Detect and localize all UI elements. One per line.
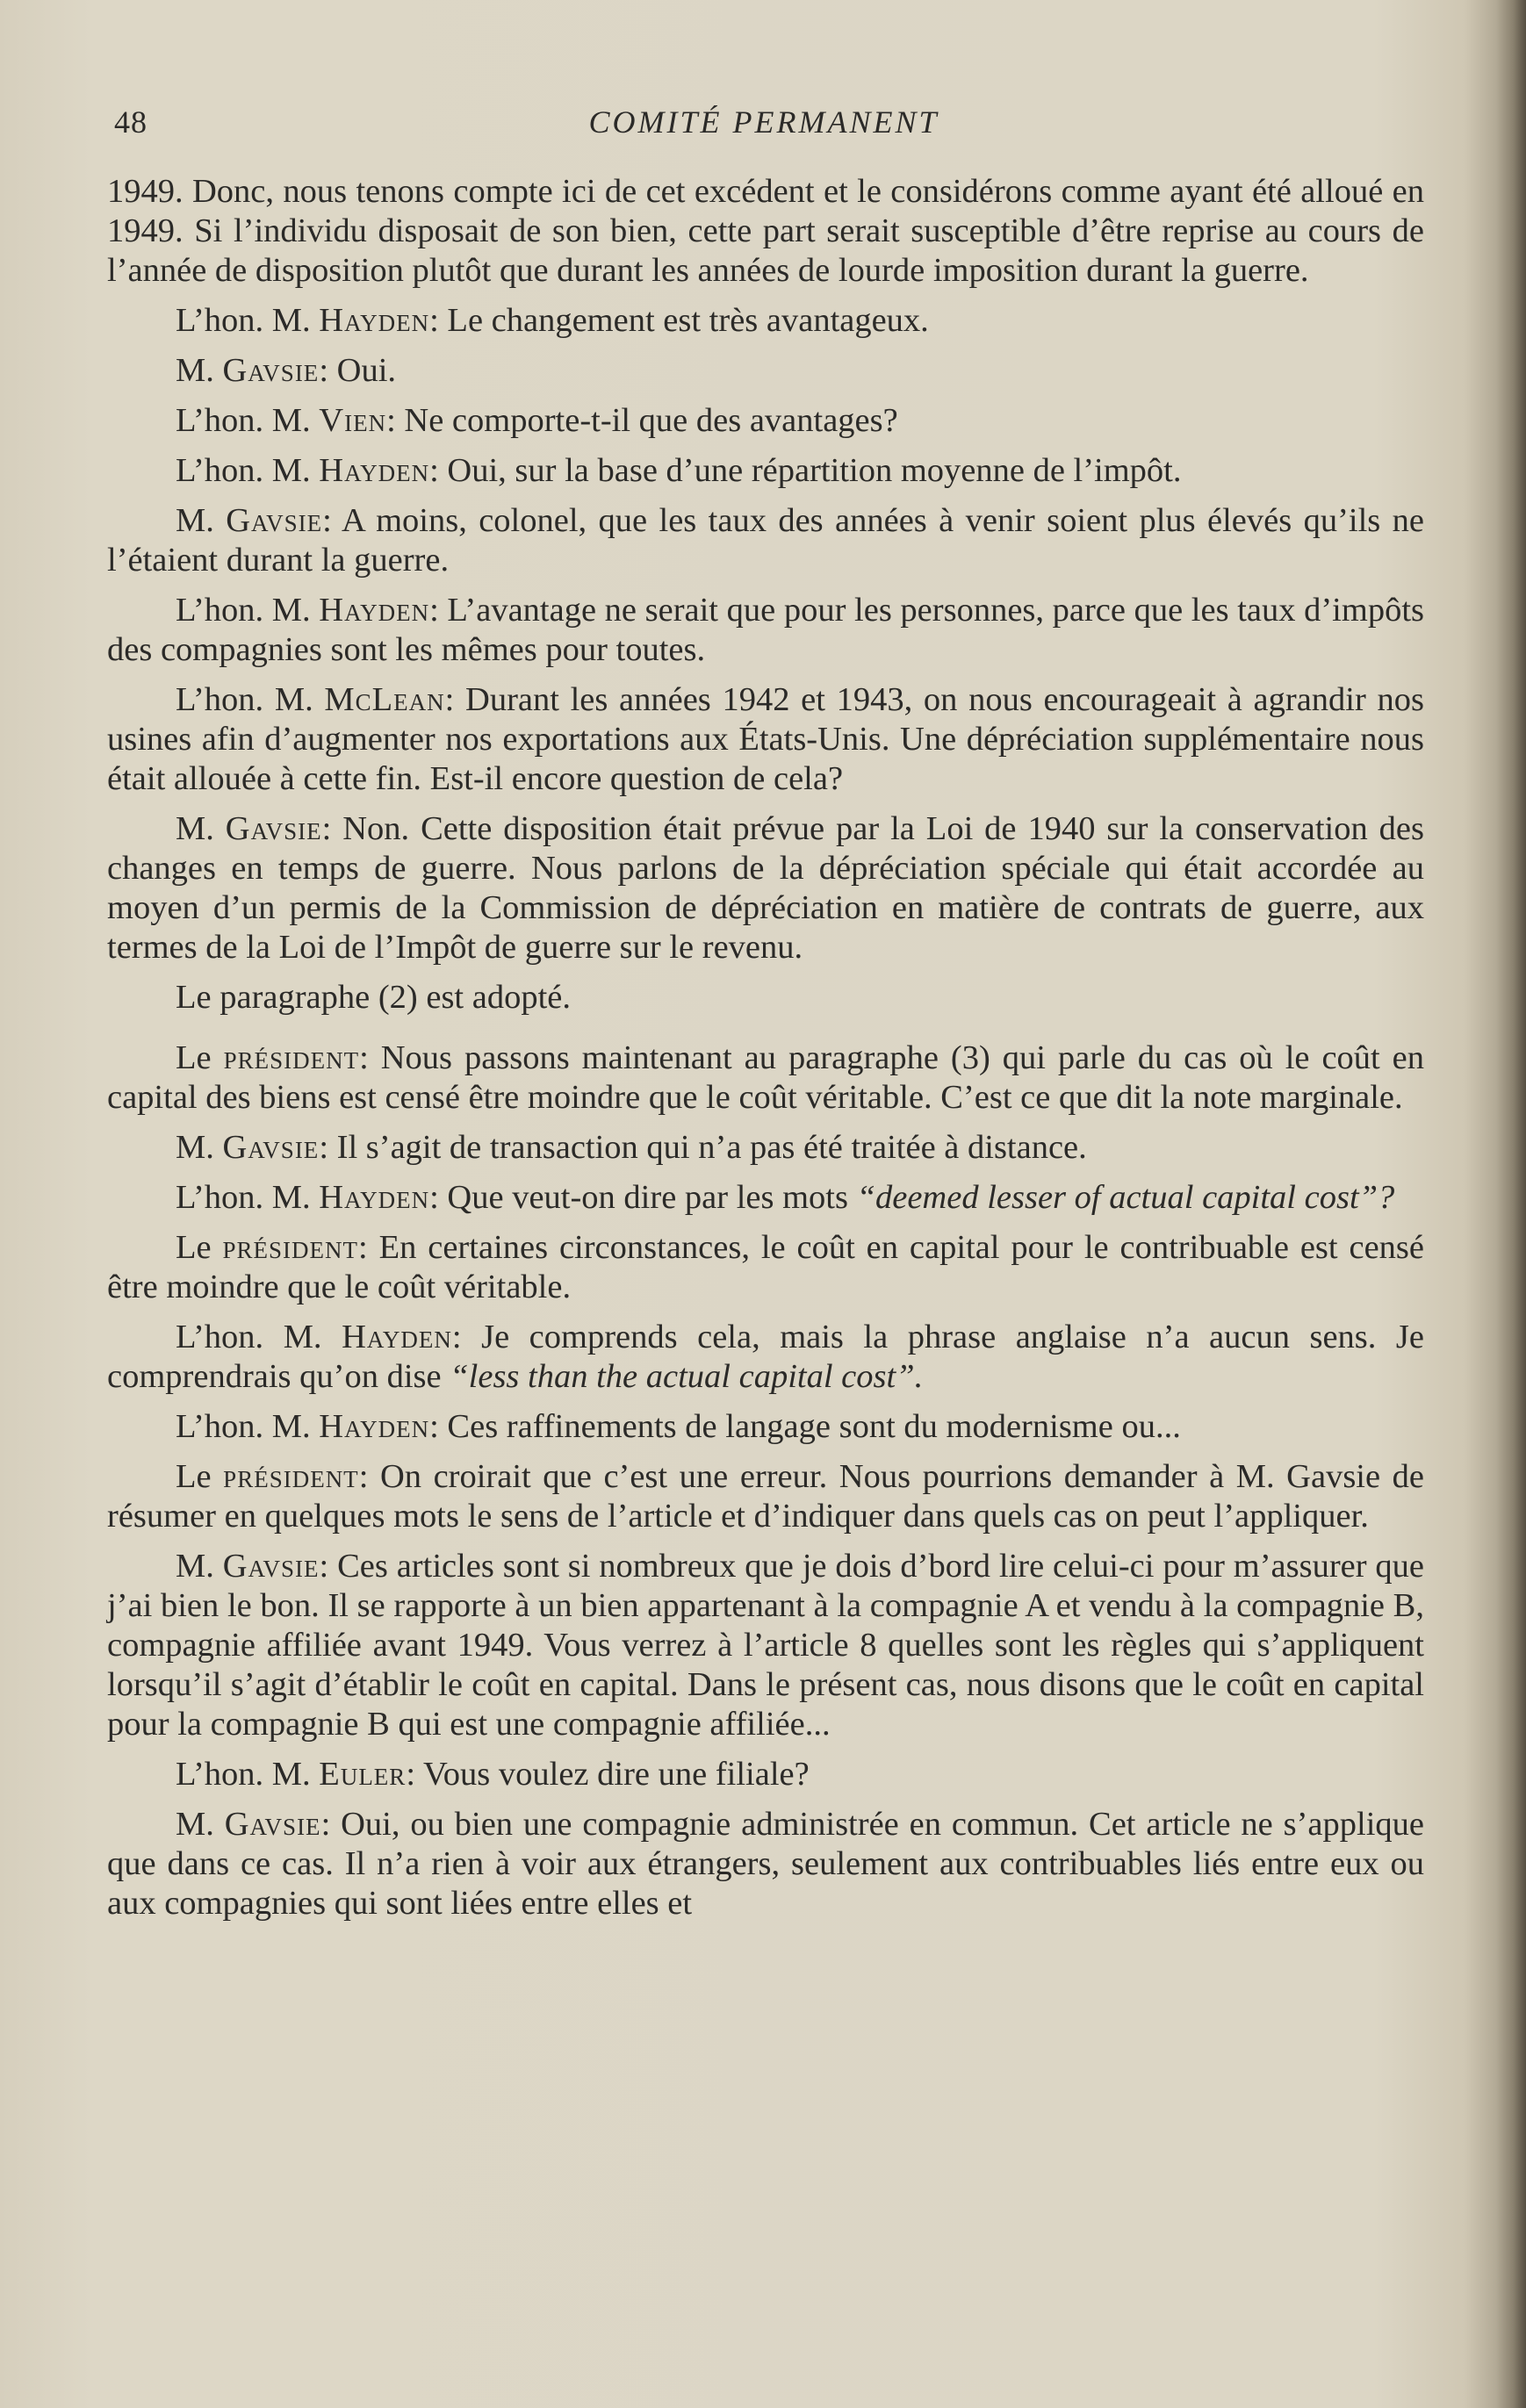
page-header — [114, 104, 1414, 147]
speaker-name: Euler — [319, 1756, 407, 1793]
paragraph: L’hon. M. Euler: Vous voulez dire une filiale? — [176, 1756, 810, 1793]
speaker-name: Hayden — [319, 452, 430, 489]
speaker-name: Hayden — [342, 1319, 452, 1355]
speaker-name: Gavsie — [224, 1806, 321, 1843]
paragraph: L’hon. M. Hayden: Je comprends cela, mais la phrase anglaise n’a aucun sens. Je comprendrais qu’on dise “less than the actual capital cost”. — [107, 1319, 1424, 1395]
speaker-name: Gavsie — [222, 352, 320, 389]
paragraph: L’hon. M. Hayden: L’avantage ne serait que pour les personnes, parce que les taux d’impôts des compagnies sont les mêmes pour toutes. — [107, 592, 1425, 668]
paragraph: L’hon. M. Hayden: Que veut-on dire par les mots “deemed lesser of actual capital cost”? — [176, 1179, 1395, 1216]
speaker-name: Gavsie — [222, 1129, 320, 1166]
paragraph: Le président: Nous passons maintenant au paragraphe (3) qui parle du cas où le coût en capital des biens est censé être moindre que le coût véritable. C’est ce que dit la note marginale. — [107, 1039, 1425, 1116]
speaker-name: Gavsie — [222, 1548, 320, 1585]
speaker-name: président — [223, 1458, 359, 1495]
paragraph: M. Gavsie: Ces articles sont si nombreux que je dois d’bord lire celui-ci pour m’assurer que j’ai bien le bon. Il se rapporte à un bien appartenant à la compagnie A et vendu à la compagnie B, compagnie affiliée avant 1949. Vous verrez à l’article 8 quelles sont les règles qui s’appliquent lorsqu’il s’agit d’établir le coût en capital. Dans le présent cas, nous disons que le coût en capital pour la compagnie B qui est une compagnie affiliée... — [107, 1548, 1424, 1743]
paragraph: M. Gavsie: Oui, ou bien une compagnie administrée en commun. Cet article ne s’applique que dans ce cas. Il n’a rien à voir aux étrangers, seulement aux contribuables liés entre eux ou aux compagnies qui sont liées entre elles et — [107, 1806, 1425, 1922]
paragraph: M. Gavsie: Non. Cette disposition était prévue par la Loi de 1940 sur la conservation des changes en temps de guerre. Nous parlons de la dépréciation spéciale qui était accordée au moyen d’un permis de la Commission de dépréciation en matière de contrats de guerre, aux termes de la Loi de l’Impôt de guerre sur le revenu. — [107, 810, 1424, 966]
paragraph: Le président: On croirait que c’est une erreur. Nous pourrions demander à M. Gavsie de résumer en quelques mots le sens de l’article et d’indiquer dans quels cas on peut l’appliquer. — [107, 1458, 1424, 1535]
paragraph: L’hon. M. McLean: Durant les années 1942 et 1943, on nous encourageait à agrandir nos usines afin d’augmenter nos exportations aux États-Unis. Une dépréciation supplémentaire nous était allouée à cette fin. Est-il encore question de cela? — [107, 681, 1424, 797]
speaker-name: président — [222, 1229, 359, 1266]
body-text — [107, 172, 1424, 1934]
running-head: COMITÉ PERMANENT — [588, 104, 939, 140]
paragraph: L’hon. M. Hayden: Le changement est très avantageux. — [176, 302, 929, 339]
paragraph: M. Gavsie: Oui. — [176, 352, 397, 389]
paragraph: Le président: En certaines circonstances, le coût en capital pour le contribuable est censé être moindre que le coût véritable. — [107, 1229, 1424, 1305]
paragraph: Le paragraphe (2) est adopté. — [176, 979, 572, 1016]
binding-shadow — [1496, 0, 1526, 2408]
speaker-name: Hayden — [319, 1179, 430, 1216]
speaker-name: McLean — [324, 681, 445, 718]
paragraph: M. Gavsie: A moins, colonel, que les taux des années à venir soient plus élevés qu’ils ne l’étaient durant la guerre. — [107, 502, 1424, 579]
speaker-name: président — [223, 1039, 360, 1076]
page-number: 48 — [114, 104, 148, 140]
paragraph: L’hon. M. Vien: Ne comporte-t-il que des avantages? — [176, 402, 898, 439]
speaker-name: Gavsie — [226, 502, 323, 539]
paragraph: 1949. Donc, nous tenons compte ici de cet excédent et le considérons comme ayant été alloué en 1949. Si l’individu disposait de son bien, cette part serait susceptible d’être reprise au cours de l’année de disposition plutôt que durant les années de lourde imposition durant la guerre. — [107, 173, 1424, 289]
paragraph: L’hon. M. Hayden: Ces raffinements de langage sont du modernisme ou... — [176, 1408, 1181, 1445]
speaker-name: Gavsie — [225, 810, 322, 847]
speaker-name: Hayden — [319, 1408, 430, 1445]
speaker-name: Vien — [319, 402, 387, 439]
quoted-phrase: “deemed lesser of actual capital cost”? — [856, 1179, 1395, 1216]
paragraph: M. Gavsie: Il s’agit de transaction qui n’a pas été traitée à distance. — [176, 1129, 1087, 1166]
paragraph: L’hon. M. Hayden: Oui, sur la base d’une répartition moyenne de l’impôt. — [176, 452, 1182, 489]
quoted-phrase: “less than the actual capital cost”. — [450, 1358, 924, 1395]
speaker-name: Hayden — [319, 592, 430, 629]
speaker-name: Hayden — [319, 302, 430, 339]
